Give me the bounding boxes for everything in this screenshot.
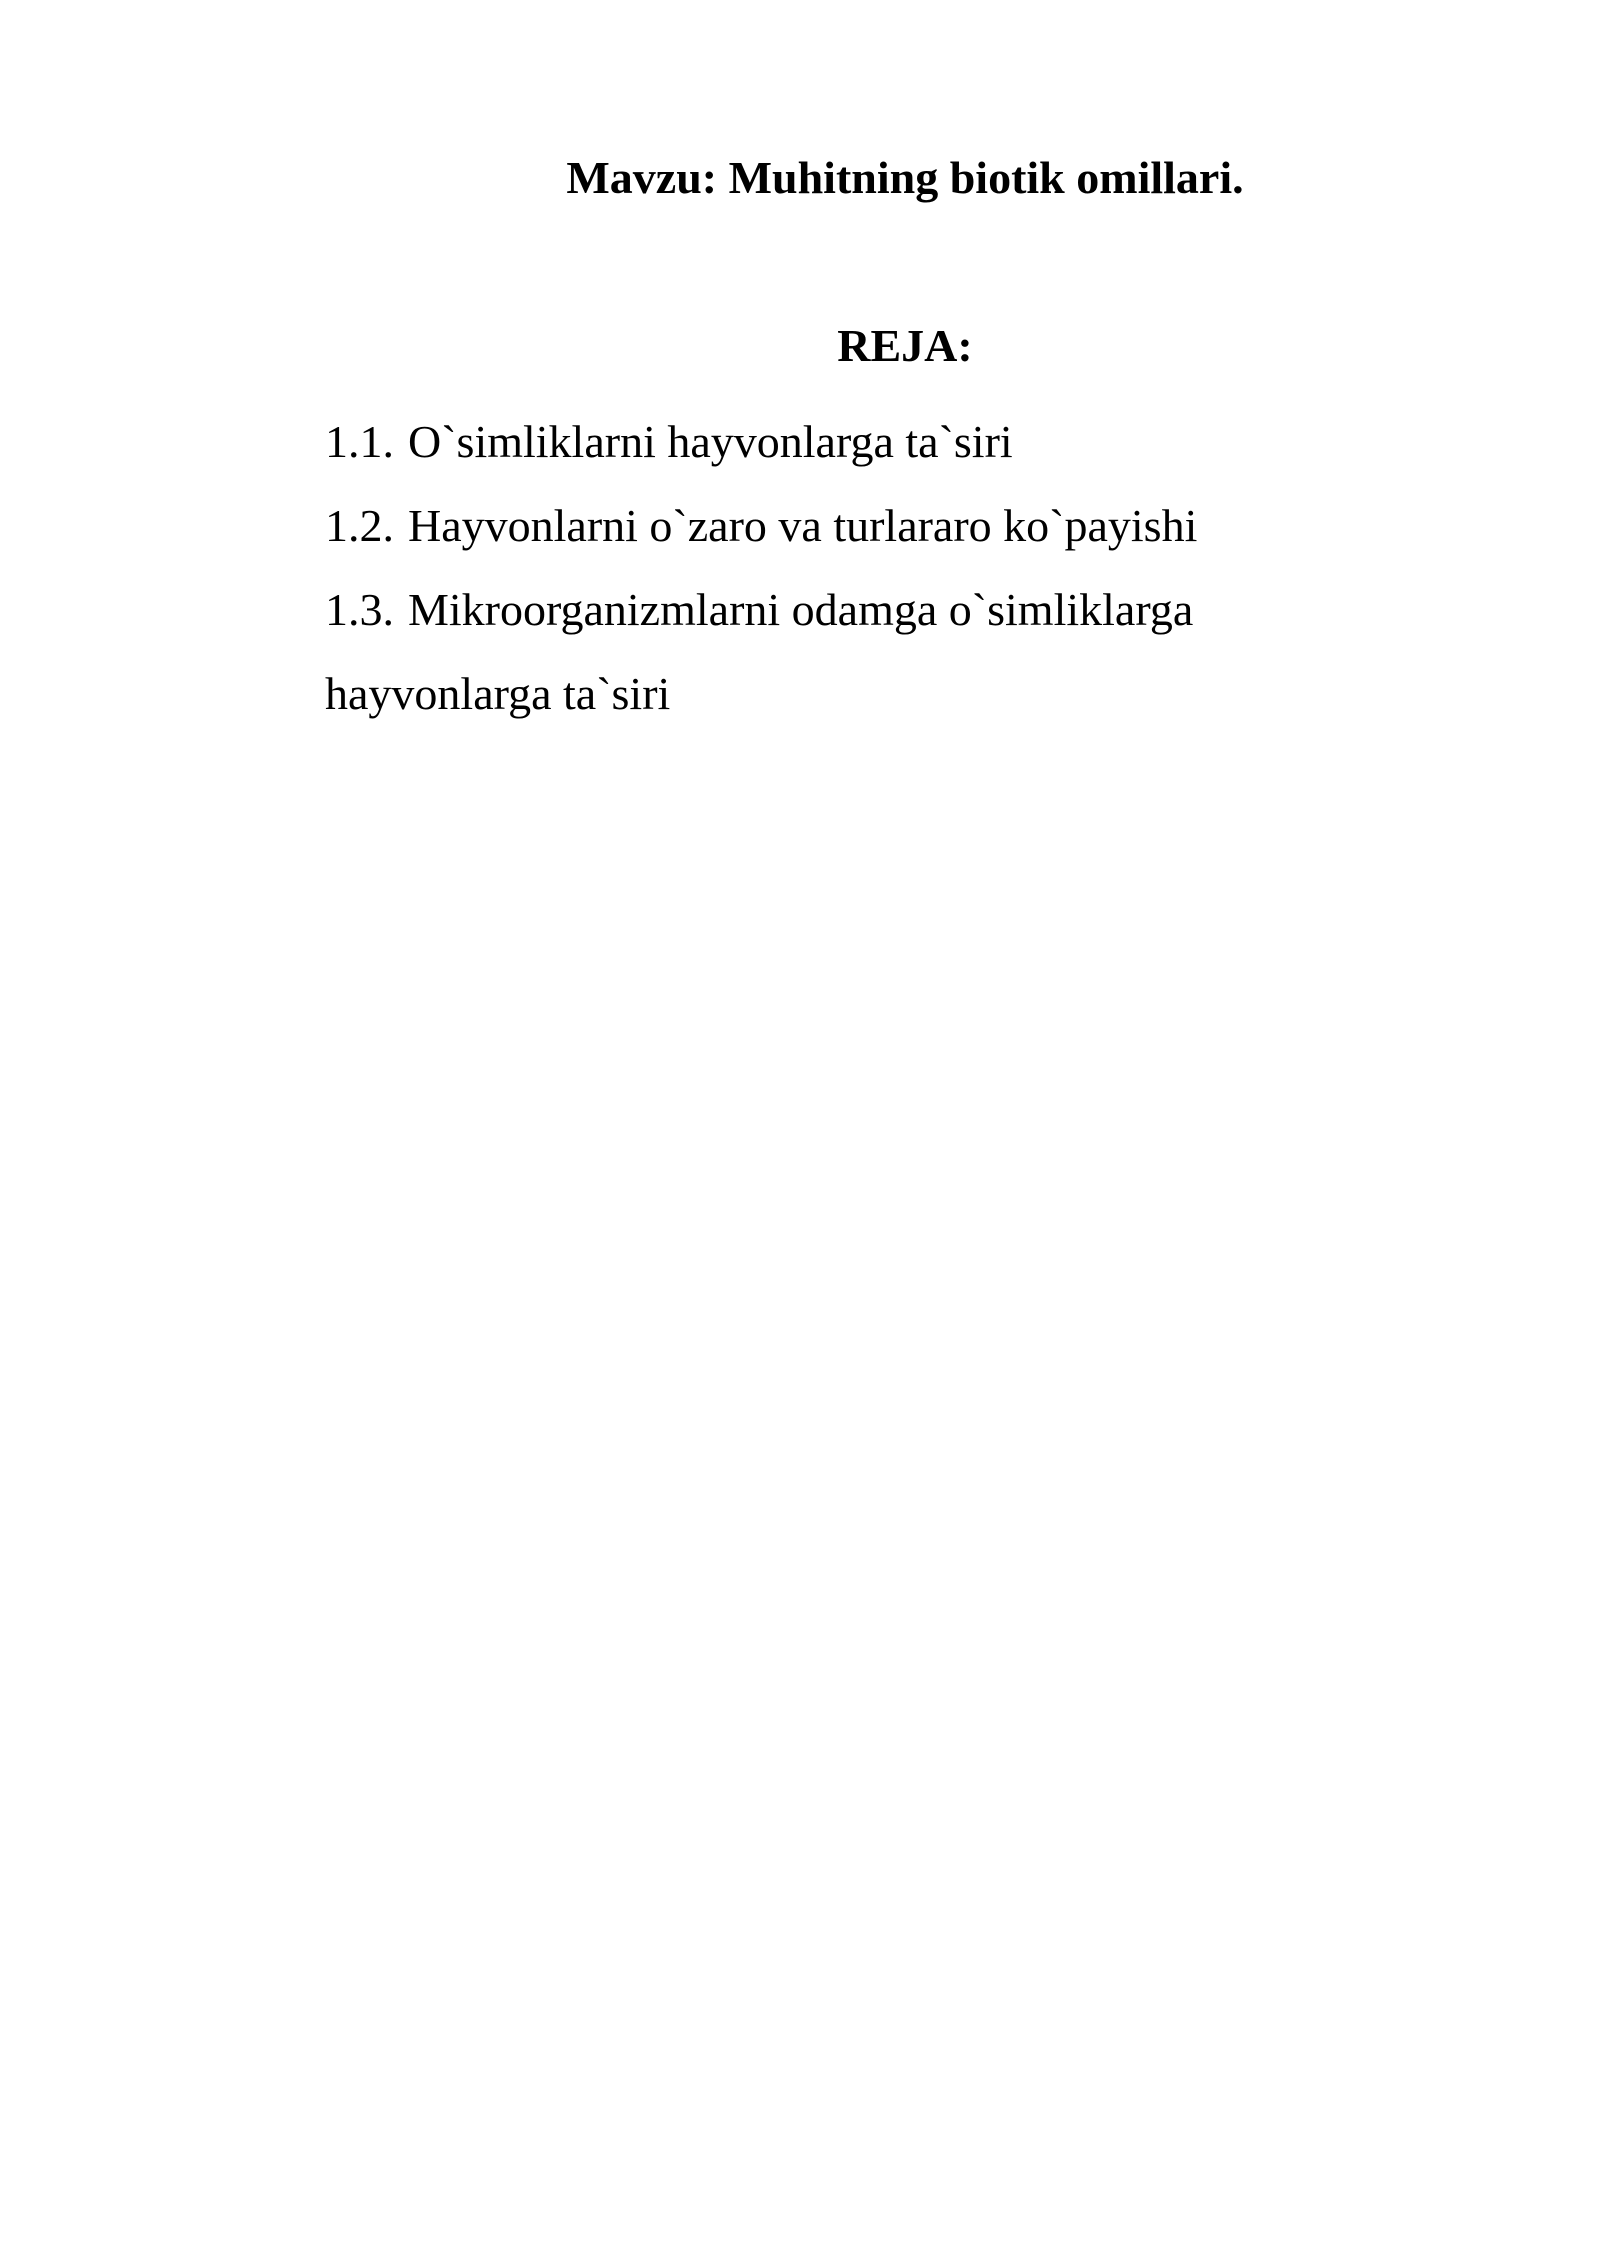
plan-list <box>325 400 1325 736</box>
plan-item-text: Mikroorganizmlarni odamga o`simliklarga hayvonlarga ta`siri <box>325 584 1194 719</box>
plan-item-number: 1.2. <box>325 500 394 551</box>
plan-item <box>325 400 1325 484</box>
document-title: Mavzu: Muhitning biotik omillari. <box>566 152 1244 203</box>
plan-item-text: O`simliklarni hayvonlarga ta`siri <box>408 416 1013 467</box>
plan-item-number: 1.1. <box>325 416 394 467</box>
plan-heading: REJA: <box>837 320 973 371</box>
plan-item <box>325 568 1325 736</box>
plan-item-number: 1.3. <box>325 584 394 635</box>
plan-item <box>325 484 1325 568</box>
plan-item-text: Hayvonlarni o`zaro va turlararo ko`payishi <box>408 500 1198 551</box>
